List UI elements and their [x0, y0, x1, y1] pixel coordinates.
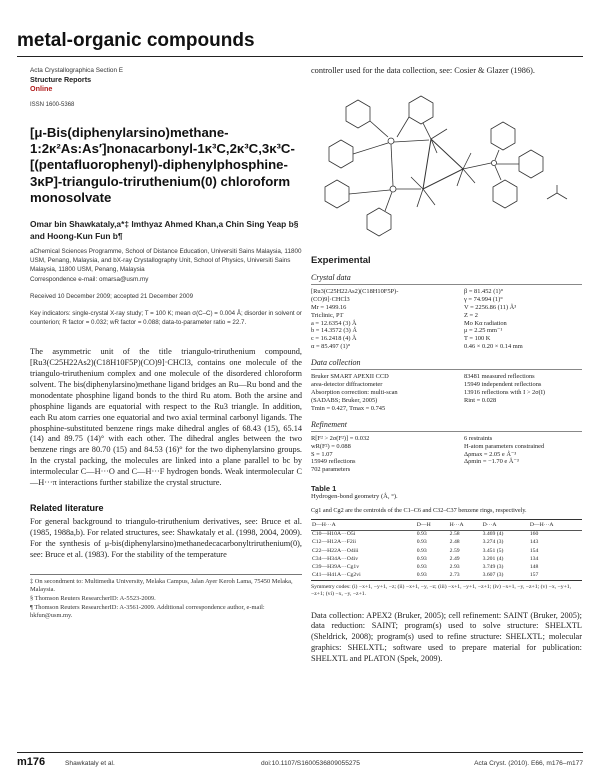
- table-cell: 154: [529, 547, 539, 554]
- footer-journal: Acta Cryst. (2010). E66, m176–m177: [474, 760, 583, 767]
- data-collection-heading: Data collection: [311, 358, 361, 368]
- crystal-line: Z = 2: [464, 311, 478, 319]
- ref-line: R[F² > 2σ(F²)] = 0.032: [311, 434, 370, 442]
- dc-line: (SADABS; Bruker, 2005): [311, 396, 378, 404]
- table-cell: 2.58: [449, 531, 460, 538]
- dc-line: area-detector diffractometer: [311, 381, 383, 389]
- related-literature-text: For general background to triangulo-triruthenium derivatives, see: Bruce et al. (1985, 1988a,b). For related structures, see: Shawkataly et al. (1998, 2004, 2009). For the synthesis of μ-bis(diphenylarsino)methanedecacarbonyltriruthenium(0), see: Bruce et al. (1983). For the stability of the temperature: [30, 517, 302, 559]
- crystal-line: [Ru3(C25H22As2)(C18H10F5P)-: [311, 287, 399, 295]
- dc-line: 15949 independent reflections: [464, 381, 542, 389]
- crystal-line: Mo Kα radiation: [464, 319, 507, 327]
- table-cell: 2.93: [449, 564, 460, 571]
- crystal-line: α = 85.497 (1)°: [311, 343, 351, 351]
- table-cell: C41—H41A···Cg2vi: [312, 572, 361, 579]
- structure-diagram: [311, 89, 582, 239]
- related-literature-heading: Related literature: [30, 503, 104, 514]
- crystal-line: b = 14.3572 (3) Å: [311, 327, 358, 335]
- ref-line: S = 1.07: [311, 450, 333, 458]
- crystal-line: γ = 74.994 (1)°: [464, 295, 503, 303]
- crystal-line: 0.46 × 0.20 × 0.14 mm: [464, 343, 523, 351]
- divider: [311, 369, 582, 370]
- section-title: metal-organic compounds: [17, 30, 255, 51]
- top-rule: [17, 56, 583, 57]
- key-indicators: Key indicators: single-crystal X-ray study; T = 100 K; mean σ(C–C) = 0.004 Å; disorder in solvent or counterion; R factor = 0.032; wR factor = 0.088; data-to-parameter ratio = 22.7.: [30, 309, 302, 327]
- table-cell: 160: [529, 531, 539, 538]
- footer-rule: [17, 752, 583, 753]
- ref-line: 15949 reflections: [311, 458, 356, 466]
- table-cell: 3.201 (4): [482, 555, 504, 562]
- column-header: D···A: [482, 519, 529, 530]
- table-row: [311, 564, 582, 572]
- structure-reports: Structure Reports: [30, 75, 92, 84]
- table-cell: C12—H12A···F2ii: [312, 539, 356, 546]
- crystal-line: c = 16.2418 (4) Å: [311, 335, 357, 343]
- crystal-line: β = 81.452 (1)°: [464, 287, 504, 295]
- issn: ISSN 1600-5368: [30, 102, 75, 108]
- divider: [311, 431, 582, 432]
- crystal-line: Triclinic, P1̄: [311, 311, 343, 319]
- footnote: ‡ On secondment to: Multimedia University, Melaka Campus, Jalan Ayer Keroh Lama, 75450 Melaka, Malaysia.: [30, 577, 293, 594]
- divider: [311, 284, 582, 285]
- table-caption: Hydrogen-bond geometry (Å, °).: [311, 493, 398, 501]
- dc-line: Absorption correction: multi-scan: [311, 388, 398, 396]
- footnote: ¶ Thomson Reuters ResearcherID: A-3561-2009. Additional correspondence author, e-mail: hkfun@usm.my.: [30, 603, 265, 620]
- footer-authors: Shawkataly et al.: [65, 760, 115, 767]
- hydrogen-bond-table: [311, 519, 582, 581]
- table-header-row: [311, 519, 582, 530]
- table-cell: C22—H22A···O4iii: [312, 547, 359, 554]
- table-cell: 134: [529, 555, 539, 562]
- correspondence: Correspondence e-mail: omarsa@usm.my: [30, 275, 149, 283]
- left-column: [30, 66, 302, 621]
- table-cell: C39—H39A···Cg1v: [312, 564, 360, 571]
- ref-line: Δρmax = 2.05 e Å⁻³: [464, 450, 517, 458]
- table-cell: 143: [529, 539, 539, 546]
- table-row: [311, 555, 582, 563]
- table-cell: C10—H10A···O5i: [312, 531, 356, 538]
- footnotes: [30, 574, 302, 622]
- table-cell: 148: [529, 564, 539, 571]
- authors: Omar bin Shawkataly,a*‡ Imthyaz Ahmed Khan,a Chin Sing Yeap b§ and Hoong-Kun Fun b¶: [30, 219, 299, 242]
- affiliations: aChemical Sciences Programme, School of Distance Education, Universiti Sains Malaysia, 11800 USM, Penang, Malaysia, and bX-ray Crystallography Unit, School of Physics, Universiti Sains Malaysia, 11800 USM, Penang, Malaysia: [30, 248, 302, 274]
- crystal-line: V = 2256.86 (11) Å³: [464, 303, 517, 311]
- article-title: [μ-Bis(diphenylarsino)methane-1:2κ²As:As′]nonacarbonyl-1κ³C,2κ³C,3κ³C-[(pentafluorophenyl)-diphenylphosphine-3κP]-triangulo-triruthenium(0) chloroform monosolvate: [30, 125, 295, 205]
- column-header: D—H···A: [529, 519, 582, 530]
- crystal-line: a = 12.6354 (3) Å: [311, 319, 357, 327]
- online-label: Online: [30, 84, 53, 93]
- dc-line: Bruker SMART APEXII CCD: [311, 373, 389, 381]
- data-collection: [311, 373, 582, 413]
- ref-line: 702 parameters: [311, 466, 351, 474]
- crystal-line: (CO)9]·CHCl3: [311, 295, 350, 303]
- ref-line: wR(F²) = 0.088: [311, 442, 351, 450]
- footer: [17, 757, 583, 773]
- crystal-data: [311, 288, 582, 351]
- table-note: Cg1 and Cg2 are the centroids of the C1–C6 and C32–C37 benzene rings, respectively.: [311, 506, 527, 514]
- table-cell: 2.59: [449, 547, 460, 554]
- footer-doi: doi:10.1107/S1600536809055275: [261, 760, 360, 767]
- table-row: [311, 530, 582, 539]
- table-cell: 0.93: [416, 572, 427, 579]
- crystal-line: μ = 2.25 mm⁻¹: [464, 327, 503, 335]
- table-row: [311, 547, 582, 555]
- refinement-heading: Refinement: [311, 419, 347, 429]
- ref-line: Δρmin = −1.70 e Å⁻³: [464, 458, 519, 466]
- abstract: The asymmetric unit of the title triangulo-triruthenium compound, [Ru3(C25H22As2)(C18H10F5P)(CO)9]·CHCl3, contains one molecule of the triangulo-triruthenium complex and one molecule of the disordered chloroform solvent. The bis(diphenylarsino)methane ligand bridges an Ru—Ru bond and the monodentate phosphine ligand bonds to the third Ru atom. Both the arsine and phosphine ligands are equatorial with respect to the Ru3 triangle. In addition, each Ru atom carries one equatorial and two axial terminal carbonyl ligands. The phosphine-substituted benzene rings make dihedral angles of 68.43 (15), 65.14 (14) and 89.75 (14)° with each other. The dihedral angles between the two benzene rings are 80.70 (15) and 84.53 (16)° for the two diphenylarsino groups. In the crystal packing, the molecules are linked into a plane parallel to bc by intermolecular C—H···O and C—H···F hydrogen bonds. Weak intermolecular C—H···π interactions further stabilize the crystal structure.: [30, 347, 302, 488]
- crystal-line: Mr = 1499.16: [311, 303, 347, 311]
- dc-line: Rint = 0.028: [464, 396, 497, 404]
- table-title: Table 1: [311, 484, 337, 494]
- crystal-line: T = 100 K: [464, 335, 491, 343]
- dc-line: Tmin = 0.427, Tmax = 0.745: [311, 404, 386, 412]
- refinement: [311, 435, 582, 475]
- experimental-heading: Experimental: [311, 254, 371, 266]
- dc-line: 83481 measured reflections: [464, 373, 535, 381]
- footnote: § Thomson Reuters ResearcherID: A-5523-2009.: [30, 595, 156, 603]
- computing-details: Data collection: APEX2 (Bruker, 2005); cell refinement: SAINT (Bruker, 2005); data reduction: SAINT; program(s) used to solve structure: SHELXTL (Sheldrick, 2008); program(s) used to refine structure: SHELXTL; molecular graphics: SHELXTL; software used to prepare material for publication: SHELXTL and PLATON (Spek, 2009).: [311, 610, 582, 664]
- crystal-data-heading: Crystal data: [311, 272, 351, 282]
- table-cell: 2.48: [449, 539, 460, 546]
- table-cell: 2.49: [449, 555, 460, 562]
- column-header: D—H: [416, 519, 449, 530]
- table-cell: 3.749 (3): [482, 564, 504, 571]
- table-cell: C34—H34A···O4iv: [312, 555, 359, 562]
- table-cell: 3.469 (4): [482, 531, 504, 538]
- table-cell: 0.93: [416, 555, 427, 562]
- journal-name: Acta Crystallographica Section E: [30, 67, 124, 74]
- table-cell: 2.73: [449, 572, 460, 579]
- table-cell: 0.93: [416, 564, 427, 571]
- table-cell: 3.607 (3): [482, 572, 504, 579]
- page-number: m176: [17, 756, 46, 768]
- table-cell: 3.274 (3): [482, 539, 504, 546]
- continued-text: controller used for the data collection, see: Cosier & Glazer (1986).: [311, 66, 535, 75]
- dc-line: 13916 reflections with I > 2σ(I): [464, 388, 546, 396]
- table-cell: 0.93: [416, 531, 427, 538]
- table-cell: 0.93: [416, 547, 427, 554]
- column-header: D—H···A: [311, 519, 416, 530]
- symmetry-codes: Symmetry codes: (i) −x+1, −y+1, −z; (ii) −x+1, −y, −z; (iii) −x+1, −y+1, −z+1; (iv) −x+1, −y, −z+1; (v) −x, −y+1, −z+1; (vi) −x, −y, −z+1.: [311, 583, 572, 598]
- table-cell: 0.93: [416, 539, 427, 546]
- table-row: [311, 572, 582, 581]
- column-header: H···A: [449, 519, 482, 530]
- table-cell: 157: [529, 572, 539, 579]
- molecule-drawing: [311, 89, 582, 239]
- table-row: [311, 539, 582, 547]
- table-cell: 3.451 (5): [482, 547, 504, 554]
- received-date: Received 10 December 2009; accepted 21 December 2009: [30, 292, 194, 300]
- ref-line: H-atom parameters constrained: [464, 442, 545, 450]
- right-column: [311, 66, 582, 665]
- ref-line: 6 restraints: [464, 434, 493, 442]
